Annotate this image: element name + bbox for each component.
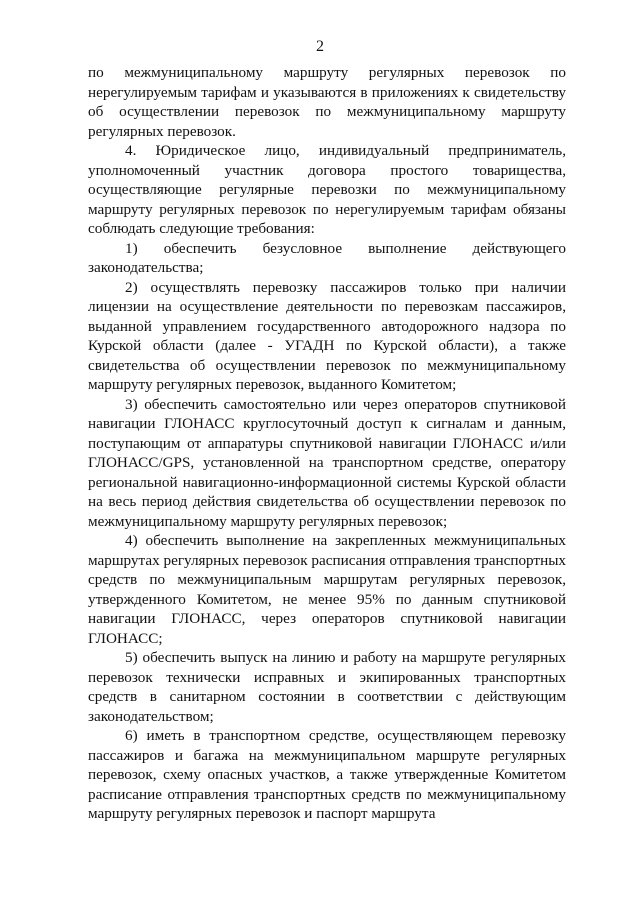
paragraph-requirement-5: 5) обеспечить выпуск на линию и работу на маршруте регулярных перевозок технически исправных и экипированных транспортных средств в санитарном состоянии в соответствии с действующим законодательством; bbox=[88, 649, 566, 725]
paragraph-requirement-6: 6) иметь в транспортном средстве, осуществляющем перевозку пассажиров и багажа на межмуниципальном маршруте регулярных перевозок, схему опасных участков, а также утвержденные Комитетом расписание отправления транспортных средств по межмуниципальному маршруту регулярных перевозок и паспорт маршрута bbox=[88, 727, 566, 822]
paragraph-item-4: 4. Юридическое лицо, индивидуальный предприниматель, уполномоченный участник договора простого товарищества, осуществляющие регулярные перевозки по межмуниципальному маршруту регулярных перевозок по нерегулируемым тарифам обязаны соблюдать следующие требования: bbox=[88, 142, 566, 237]
paragraph-continuation: по межмуниципальному маршруту регулярных перевозок по нерегулируемым тарифам и указываются в приложениях к свидетельству об осуществлении перевозок по межмуниципальному маршруту регулярных перевозок. bbox=[88, 64, 566, 140]
document-body bbox=[88, 63, 566, 824]
page-number: 2 bbox=[316, 38, 324, 55]
paragraph-requirement-4: 4) обеспечить выполнение на закрепленных межмуниципальных маршрутах регулярных перевозок расписания отправления транспортных средств по межмуниципальным маршрутам регулярных перевозок, утвержденного Комитетом, не менее 95% по данным спутниковой навигации ГЛОНАСС, через операторов спутниковой навигации ГЛОНАСС; bbox=[88, 532, 566, 647]
paragraph-requirement-3: 3) обеспечить самостоятельно или через операторов спутниковой навигации ГЛОНАСС круглосуточный доступ к сигналам и данным, поступающим от аппаратуры спутниковой навигации ГЛОНАСС и/или ГЛОНАСС/GPS, установленной на транспортном средстве, оператору региональной навигационно-информационной системы Курской области на весь период действия свидетельства об осуществлении перевозок по межмуниципальному маршруту регулярных перевозок; bbox=[88, 395, 566, 530]
paragraph-requirement-2: 2) осуществлять перевозку пассажиров только при наличии лицензии на осуществление деятельности по перевозкам пассажиров, выданной управлением государственного автодорожного надзора по Курской области (далее - УГАДН по Курской области), а также свидетельства об осуществлении перевозок по межмуниципальному маршруту регулярных перевозок, выданного Комитетом; bbox=[88, 278, 566, 393]
paragraph-requirement-1: 1) обеспечить безусловное выполнение действующего законодательства; bbox=[88, 239, 566, 276]
